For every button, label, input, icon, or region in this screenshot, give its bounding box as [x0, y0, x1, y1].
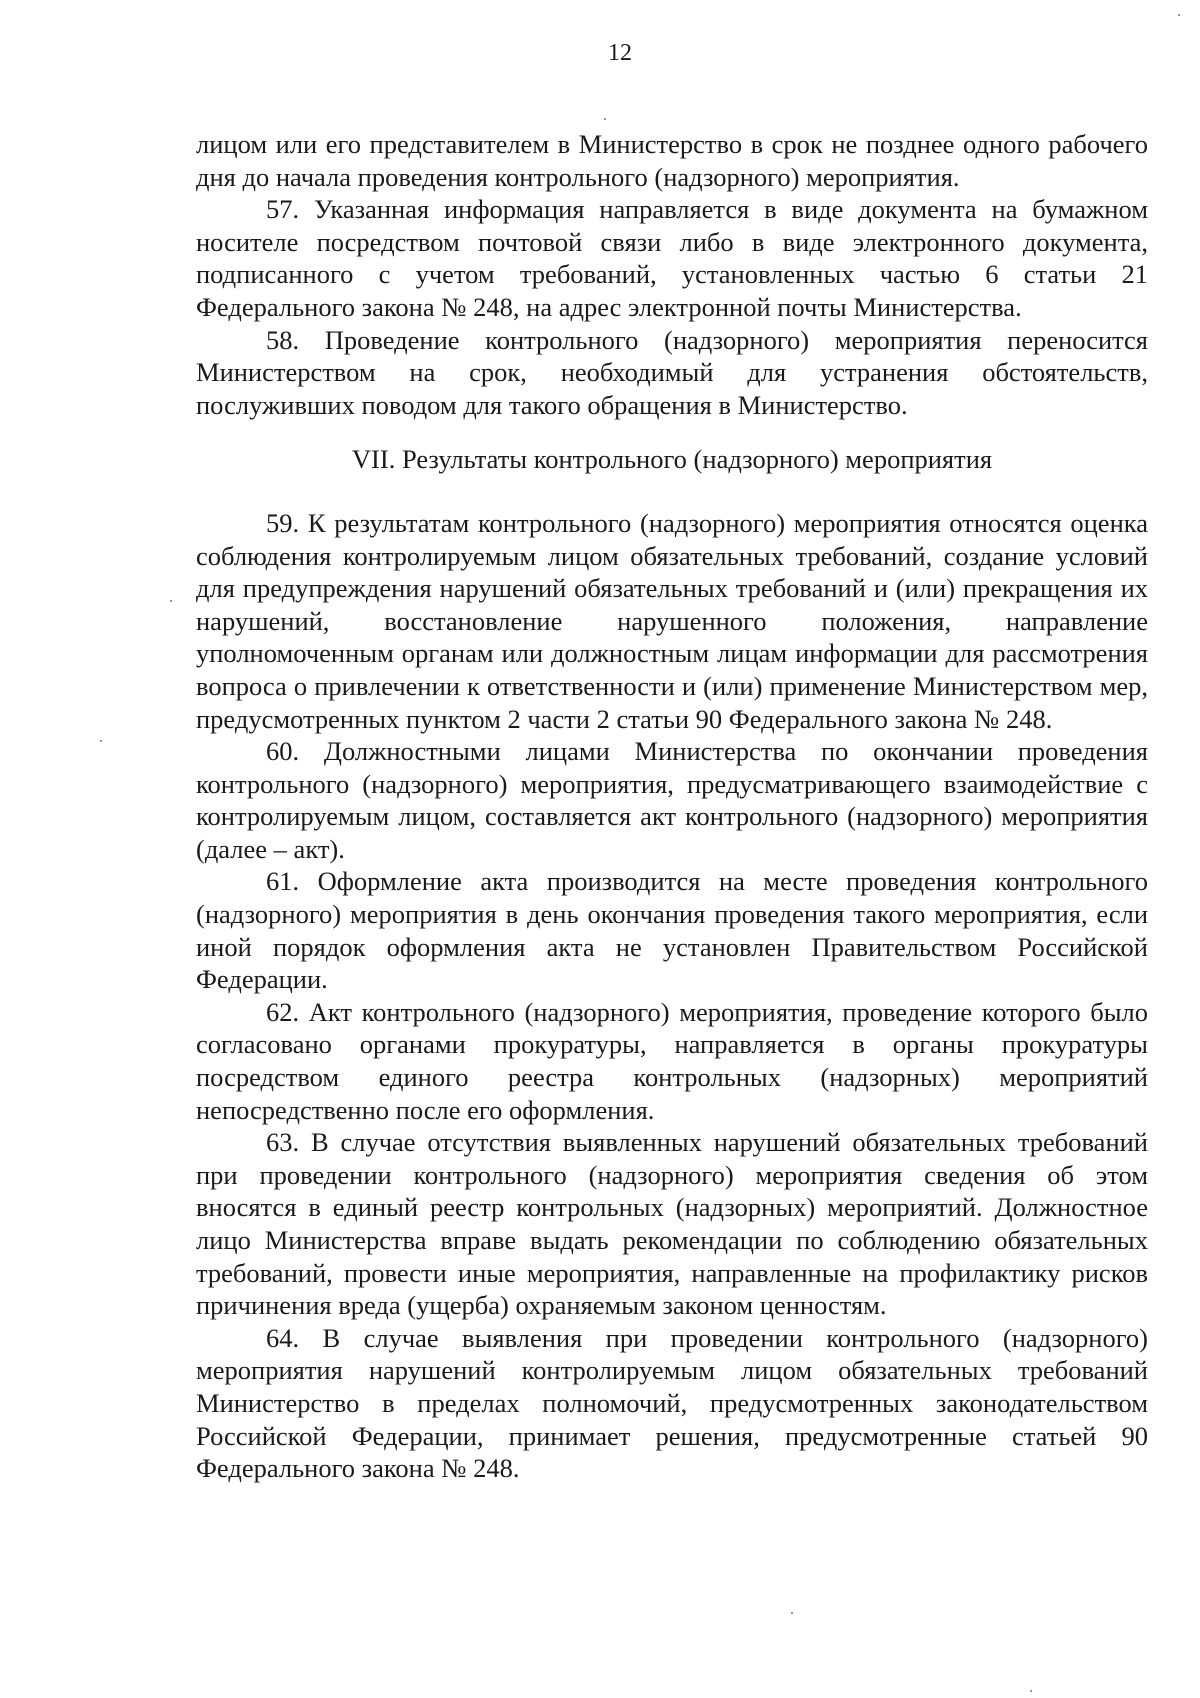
scan-speck	[604, 118, 606, 120]
paragraph-57: 57. Указанная информация направляется в виде документа на бумажном носителе посредством почтовой связи либо в виде электронного документа, подписанного с учетом требований, установленных частью 6 статьи 21 Федерального закона № 248, на адрес электронной почты Министерства.	[196, 194, 1148, 322]
paragraph-60: 60. Должностными лицами Министерства по окончании проведения контрольного (надзорного) мероприятия, предусматривающего взаимодействие с контролируемым лицом, составляется акт контрольного (надзорного) мероприятия (далее – акт).	[196, 736, 1148, 864]
scan-speck	[791, 1612, 793, 1614]
continuation-paragraph: лицом или его представителем в Министерство в срок не позднее одного рабочего дня до начала проведения контрольного (надзорного) мероприятия.	[196, 129, 1148, 192]
paragraph-64: 64. В случае выявления при проведении контрольного (надзорного) мероприятия нарушений контролируемым лицом обязательных требований Министерство в пределах полномочий, предусмотренных законодательством Российской Федерации, принимает решения, предусмотренные статьей 90 Федерального закона № 248.	[196, 1322, 1148, 1484]
section-heading: VII. Результаты контрольного (надзорного) мероприятия	[351, 444, 993, 475]
scan-speck	[100, 740, 102, 742]
scan-speck	[1030, 1690, 1032, 1692]
paragraph-61: 61. Оформление акта производится на месте проведения контрольного (надзорного) мероприятия в день окончания проведения такого мероприятия, если иной порядок оформления акта не установлен Правительством Российской Федерации.	[196, 866, 1148, 995]
paragraph-58: 58. Проведение контрольного (надзорного) мероприятия переносится Министерством на срок, необходимый для устранения обстоятельств, послуживших поводом для такого обращения в Министерство.	[196, 324, 1148, 420]
scan-speck	[170, 600, 172, 602]
paragraph-62: 62. Акт контрольного (надзорного) мероприятия, проведение которого было согласовано органами прокуратуры, направляется в органы прокуратуры посредством единого реестра контрольных (надзорных) мероприятий непосредственно после его оформления.	[196, 996, 1148, 1125]
page-number: 12	[608, 40, 632, 66]
paragraph-59: 59. К результатам контрольного (надзорного) мероприятия относятся оценка соблюдения контролируемым лицом обязательных требований, создание условий для предупреждения нарушений обязательных требований и (или) прекращения их нарушений, восстановление нарушенного положения, направление уполномоченным органам или должностным лицам информации для рассмотрения вопроса о привлечении к ответственности и (или) применение Министерством мер, предусмотренных пунктом 2 части 2 статьи 90 Федерального закона № 248.	[196, 507, 1148, 734]
paragraph-63: 63. В случае отсутствия выявленных нарушений обязательных требований при проведении контрольного (надзорного) мероприятия сведения об этом вносятся в единый реестр контрольных (надзорных) мероприятий. Должностное лицо Министерства вправе выдать рекомендации по соблюдению обязательных требований, провести иные мероприятия, направленные на профилактику рисков причинения вреда (ущерба) охраняемым законом ценностям.	[196, 1127, 1148, 1321]
scan-speck	[1178, 14, 1180, 16]
document-body	[196, 128, 1148, 1485]
